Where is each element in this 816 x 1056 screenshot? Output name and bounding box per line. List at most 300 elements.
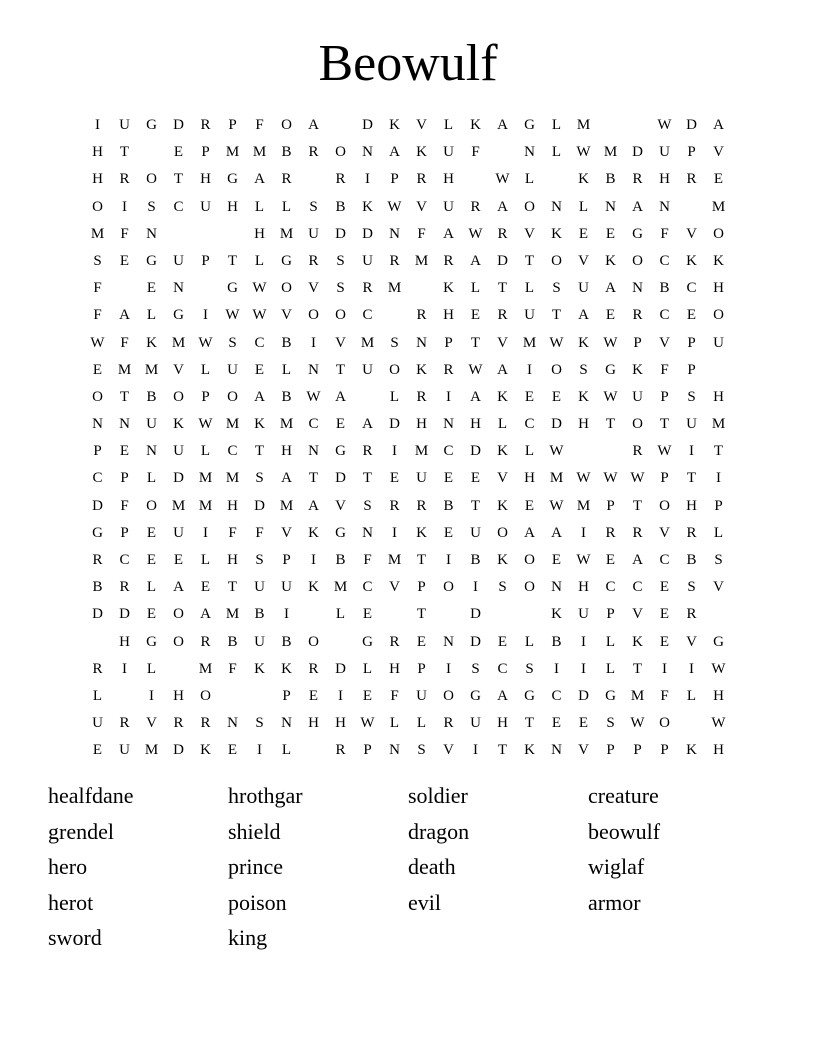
- grid-cell: B: [227, 633, 238, 650]
- grid-cell: N: [362, 144, 373, 161]
- grid-cell: K: [200, 742, 211, 759]
- grid-cell: K: [632, 633, 643, 650]
- grid-cell: R: [200, 633, 211, 650]
- grid-cell: A: [551, 524, 562, 541]
- grid-cell: G: [470, 687, 481, 704]
- grid-cell: O: [497, 524, 508, 541]
- grid-cell: V: [578, 742, 589, 759]
- grid-cell: D: [389, 416, 400, 433]
- grid-cell: H: [335, 715, 346, 732]
- grid-cell: E: [551, 388, 562, 405]
- grid-cell: D: [632, 144, 643, 161]
- grid-cell: [597, 114, 624, 141]
- grid-cell: K: [254, 660, 265, 677]
- grid-cell: C: [497, 660, 508, 677]
- grid-cell: R: [605, 524, 616, 541]
- grid-cell: L: [497, 416, 508, 433]
- grid-cell: V: [659, 334, 670, 351]
- grid-cell: R: [389, 252, 400, 269]
- grid-cell: O: [92, 388, 103, 405]
- grid-cell: T: [227, 579, 238, 596]
- grid-cell: P: [201, 388, 210, 405]
- grid-cell: T: [308, 470, 319, 487]
- grid-cell: E: [470, 307, 481, 324]
- grid-cell: V: [335, 497, 346, 514]
- grid-cell: H: [227, 552, 238, 568]
- grid-cell: E: [362, 687, 373, 704]
- grid-cell: B: [551, 633, 562, 650]
- grid-cell: K: [146, 334, 157, 351]
- grid-cell: R: [686, 171, 697, 188]
- grid-cell: P: [633, 742, 642, 759]
- grid-cell: H: [713, 280, 724, 297]
- grid-cell: B: [254, 606, 265, 623]
- grid-cell: U: [173, 443, 184, 460]
- grid-cell: [462, 168, 489, 195]
- page-title: Beowulf: [318, 35, 498, 92]
- grid-cell: S: [336, 252, 345, 269]
- grid-cell: E: [443, 524, 454, 541]
- grid-cell: H: [92, 144, 103, 161]
- grid-cell: O: [524, 198, 535, 215]
- grid-cell: R: [632, 524, 643, 541]
- grid-cell: M: [576, 497, 591, 514]
- grid-cell: E: [578, 225, 589, 242]
- grid-cell: G: [146, 117, 157, 133]
- grid-cell: [165, 658, 192, 685]
- word-list-item: king: [228, 925, 268, 951]
- grid-cell: B: [335, 198, 346, 215]
- grid-cell: T: [416, 606, 427, 623]
- grid-cell: [489, 603, 516, 630]
- grid-cell: M: [225, 144, 240, 161]
- grid-cell: R: [416, 497, 427, 514]
- grid-cell: T: [605, 416, 616, 433]
- grid-cell: R: [173, 715, 184, 732]
- grid-cell: O: [335, 307, 346, 324]
- grid-cell: L: [470, 280, 481, 297]
- grid-cell: O: [443, 687, 454, 704]
- grid-cell: L: [605, 633, 616, 650]
- grid-cell: K: [578, 334, 589, 351]
- grid-cell: H: [389, 660, 400, 677]
- grid-cell: [597, 440, 624, 467]
- word-list-item: evil: [408, 889, 441, 915]
- word-list: [48, 780, 768, 958]
- grid-cell: U: [119, 742, 130, 759]
- grid-cell: K: [416, 361, 427, 378]
- grid-cell: O: [173, 388, 184, 405]
- grid-cell: O: [524, 579, 535, 596]
- grid-cell: K: [281, 660, 292, 677]
- grid-cell: C: [659, 252, 670, 269]
- grid-cell: O: [281, 117, 292, 133]
- grid-cell: M: [252, 144, 267, 161]
- grid-cell: R: [632, 307, 643, 324]
- grid-cell: L: [146, 470, 157, 487]
- grid-cell: P: [120, 470, 129, 487]
- grid-cell: S: [498, 579, 507, 596]
- grid-cell: D: [335, 470, 346, 487]
- grid-cell: I: [527, 361, 532, 378]
- grid-cell: P: [120, 524, 129, 541]
- grid-cell: F: [255, 117, 264, 133]
- word-list-item: armor: [588, 889, 641, 915]
- grid-cell: I: [203, 524, 208, 541]
- grid-cell: V: [173, 361, 184, 378]
- grid-cell: L: [416, 715, 427, 732]
- grid-cell: V: [416, 117, 427, 133]
- grid-cell: V: [659, 524, 670, 541]
- grid-cell: I: [446, 660, 451, 677]
- grid-cell: I: [689, 660, 694, 677]
- grid-cell: U: [254, 633, 265, 650]
- grid-cell: M: [225, 416, 240, 433]
- grid-cell: O: [713, 225, 724, 242]
- grid-cell: U: [443, 198, 454, 215]
- grid-cell: O: [335, 144, 346, 161]
- word-list-item: herot: [48, 889, 94, 915]
- grid-cell: G: [524, 687, 535, 704]
- grid-cell: K: [524, 742, 535, 759]
- grid-cell: E: [713, 171, 724, 188]
- grid-cell: O: [389, 361, 400, 378]
- grid-cell: H: [578, 579, 589, 596]
- grid-cell: A: [713, 117, 724, 133]
- grid-cell: L: [524, 280, 535, 297]
- grid-cell: O: [659, 715, 670, 732]
- grid-cell: E: [146, 524, 157, 541]
- grid-cell: N: [605, 198, 616, 215]
- grid-cell: F: [660, 361, 669, 378]
- grid-cell: N: [443, 633, 454, 650]
- grid-cell: K: [632, 361, 643, 378]
- grid-cell: V: [281, 307, 292, 324]
- grid-cell: I: [311, 552, 316, 568]
- grid-cell: F: [120, 497, 129, 514]
- grid-cell: C: [227, 443, 238, 460]
- grid-cell: F: [93, 307, 102, 324]
- grid-cell: W: [90, 334, 105, 351]
- grid-cell: H: [308, 715, 319, 732]
- grid-cell: O: [632, 416, 643, 433]
- grid-cell: I: [257, 742, 262, 759]
- grid-cell: G: [146, 252, 157, 269]
- grid-cell: M: [225, 470, 240, 487]
- grid-cell: [678, 196, 705, 223]
- grid-cell: L: [254, 198, 265, 215]
- grid-cell: T: [497, 742, 508, 759]
- grid-cell: [489, 141, 516, 168]
- word-list-item: shield: [228, 818, 281, 844]
- grid-cell: S: [336, 280, 345, 297]
- grid-cell: V: [443, 742, 454, 759]
- grid-cell: C: [524, 416, 535, 433]
- grid-cell: K: [443, 280, 454, 297]
- grid-cell: A: [254, 388, 265, 405]
- grid-cell: O: [443, 579, 454, 596]
- grid-cell: T: [713, 443, 724, 460]
- grid-cell: E: [551, 715, 562, 732]
- grid-cell: H: [416, 416, 427, 433]
- grid-cell: H: [578, 416, 589, 433]
- grid-cell: P: [660, 388, 669, 405]
- grid-cell: I: [554, 660, 559, 677]
- grid-cell: P: [687, 144, 696, 161]
- grid-cell: V: [578, 252, 589, 269]
- grid-cell: U: [578, 606, 589, 623]
- grid-cell: P: [417, 579, 426, 596]
- grid-cell: A: [470, 252, 481, 269]
- grid-cell: R: [416, 307, 427, 324]
- grid-cell: G: [92, 524, 103, 541]
- grid-cell: S: [471, 660, 480, 677]
- grid-cell: E: [146, 280, 157, 297]
- grid-cell: T: [335, 361, 346, 378]
- grid-cell: O: [308, 633, 319, 650]
- grid-cell: T: [254, 443, 265, 460]
- grid-cell: R: [497, 307, 508, 324]
- grid-cell: N: [632, 280, 643, 297]
- grid-cell: I: [446, 552, 451, 568]
- grid-cell: H: [470, 416, 481, 433]
- grid-cell: U: [281, 579, 292, 596]
- grid-cell: H: [713, 742, 724, 759]
- grid-cell: R: [308, 144, 319, 161]
- grid-cell: W: [711, 715, 726, 732]
- grid-cell: V: [281, 524, 292, 541]
- grid-cell: U: [659, 144, 670, 161]
- grid-cell: O: [551, 361, 562, 378]
- grid-cell: B: [281, 388, 292, 405]
- grid-cell: O: [173, 633, 184, 650]
- grid-cell: F: [660, 687, 669, 704]
- grid-cell: E: [335, 416, 346, 433]
- grid-cell: A: [605, 280, 616, 297]
- grid-cell: W: [360, 715, 375, 732]
- grid-cell: L: [254, 252, 265, 269]
- grid-cell: K: [497, 497, 508, 514]
- grid-cell: L: [146, 307, 157, 324]
- grid-cell: H: [173, 687, 184, 704]
- grid-cell: V: [497, 470, 508, 487]
- grid-cell: W: [468, 225, 483, 242]
- grid-cell: W: [387, 198, 402, 215]
- grid-cell: B: [281, 633, 292, 650]
- grid-cell: M: [360, 334, 375, 351]
- grid-cell: E: [524, 388, 535, 405]
- grid-cell: R: [92, 552, 103, 568]
- grid-cell: I: [473, 742, 478, 759]
- grid-cell: T: [632, 497, 643, 514]
- grid-cell: E: [551, 552, 562, 568]
- grid-cell: K: [551, 606, 562, 623]
- grid-cell: E: [659, 579, 670, 596]
- grid-cell: I: [122, 660, 127, 677]
- grid-cell: S: [255, 470, 264, 487]
- grid-cell: T: [659, 416, 670, 433]
- grid-cell: [246, 685, 273, 712]
- grid-cell: U: [200, 198, 211, 215]
- grid-cell: G: [173, 307, 184, 324]
- grid-cell: I: [95, 117, 100, 133]
- grid-cell: G: [605, 361, 616, 378]
- grid-cell: S: [606, 715, 615, 732]
- grid-cell: N: [227, 715, 238, 732]
- grid-cell: A: [632, 552, 643, 568]
- grid-cell: C: [551, 687, 562, 704]
- grid-cell: I: [311, 334, 316, 351]
- grid-cell: M: [144, 742, 159, 759]
- grid-cell: I: [122, 198, 127, 215]
- word-list-item: grendel: [48, 818, 114, 844]
- grid-cell: I: [689, 443, 694, 460]
- grid-cell: L: [92, 687, 103, 704]
- grid-cell: N: [389, 742, 400, 759]
- grid-cell: [705, 603, 732, 630]
- word-list-item: hero: [48, 854, 88, 880]
- grid-cell: S: [147, 198, 156, 215]
- grid-cell: F: [471, 144, 480, 161]
- grid-cell: G: [632, 225, 643, 242]
- grid-cell: W: [198, 416, 213, 433]
- grid-cell: W: [198, 334, 213, 351]
- word-list-item: beowulf: [588, 818, 661, 844]
- word-list-item: dragon: [408, 818, 470, 844]
- grid-cell: N: [551, 742, 562, 759]
- grid-cell: N: [308, 443, 319, 460]
- grid-cell: N: [173, 280, 184, 297]
- grid-cell: R: [362, 443, 373, 460]
- grid-cell: R: [416, 388, 427, 405]
- grid-cell: E: [389, 470, 400, 487]
- grid-cell: I: [716, 470, 721, 487]
- grid-cell: B: [92, 579, 103, 596]
- word-list-item: prince: [228, 854, 283, 880]
- grid-cell: M: [117, 361, 132, 378]
- grid-cell: A: [524, 524, 535, 541]
- grid-cell: U: [470, 524, 481, 541]
- grid-cell: P: [390, 171, 399, 188]
- grid-cell: N: [362, 524, 373, 541]
- grid-cell: [327, 631, 354, 658]
- grid-cell: W: [657, 117, 672, 133]
- grid-cell: M: [198, 660, 213, 677]
- grid-cell: R: [686, 524, 697, 541]
- grid-cell: U: [470, 715, 481, 732]
- grid-cell: A: [362, 416, 373, 433]
- grid-cell: H: [659, 171, 670, 188]
- grid-cell: N: [92, 416, 103, 433]
- grid-cell: K: [254, 416, 265, 433]
- grid-cell: I: [392, 524, 397, 541]
- grid-cell: L: [335, 606, 346, 623]
- grid-cell: G: [713, 633, 724, 650]
- grid-cell: T: [524, 252, 535, 269]
- grid-cell: R: [632, 171, 643, 188]
- grid-cell: U: [308, 225, 319, 242]
- grid-cell: R: [308, 660, 319, 677]
- grid-cell: H: [713, 687, 724, 704]
- grid-cell: P: [660, 470, 669, 487]
- grid-cell: N: [416, 334, 427, 351]
- grid-cell: R: [281, 171, 292, 188]
- grid-cell: T: [119, 388, 130, 405]
- grid-cell: W: [711, 660, 726, 677]
- grid-cell: P: [282, 552, 291, 568]
- grid-cell: S: [255, 715, 264, 732]
- grid-cell: F: [417, 225, 426, 242]
- grid-cell: R: [335, 742, 346, 759]
- grid-cell: C: [605, 579, 616, 596]
- grid-cell: W: [657, 443, 672, 460]
- grid-cell: B: [335, 552, 346, 568]
- grid-cell: D: [497, 252, 508, 269]
- grid-cell: R: [389, 633, 400, 650]
- grid-cell: E: [578, 715, 589, 732]
- grid-cell: R: [200, 715, 211, 732]
- grid-cell: [138, 141, 165, 168]
- grid-cell: K: [605, 252, 616, 269]
- grid-cell: L: [389, 388, 400, 405]
- grid-cell: [354, 386, 381, 413]
- grid-cell: R: [443, 252, 454, 269]
- grid-cell: G: [335, 443, 346, 460]
- grid-cell: [111, 277, 138, 304]
- grid-cell: T: [551, 307, 562, 324]
- grid-cell: R: [443, 361, 454, 378]
- grid-cell: W: [306, 388, 321, 405]
- grid-cell: I: [284, 606, 289, 623]
- grid-cell: W: [468, 361, 483, 378]
- word-list-item: hrothgar: [228, 783, 303, 808]
- grid-cell: E: [605, 225, 616, 242]
- grid-cell: I: [149, 687, 154, 704]
- grid-cell: W: [252, 280, 267, 297]
- grid-cell: E: [686, 307, 697, 324]
- grid-cell: R: [119, 171, 130, 188]
- grid-cell: E: [92, 742, 103, 759]
- grid-cell: K: [308, 579, 319, 596]
- grid-cell: R: [119, 579, 130, 596]
- grid-cell: O: [551, 252, 562, 269]
- grid-cell: F: [93, 280, 102, 297]
- grid-cell: S: [417, 742, 426, 759]
- grid-cell: A: [470, 388, 481, 405]
- grid-cell: G: [146, 633, 157, 650]
- grid-cell: R: [308, 252, 319, 269]
- grid-cell: [219, 223, 246, 250]
- grid-cell: W: [549, 334, 564, 351]
- grid-cell: U: [362, 252, 373, 269]
- grid-cell: A: [308, 117, 319, 133]
- grid-cell: L: [524, 171, 535, 188]
- grid-cell: P: [660, 742, 669, 759]
- grid-cell: [516, 603, 543, 630]
- grid-cell: D: [173, 117, 184, 133]
- grid-cell: U: [578, 280, 589, 297]
- grid-cell: W: [576, 144, 591, 161]
- grid-cell: U: [362, 361, 373, 378]
- letter-grid: [84, 114, 732, 767]
- grid-cell: H: [497, 715, 508, 732]
- grid-cell: A: [389, 144, 400, 161]
- grid-cell: U: [146, 416, 157, 433]
- grid-cell: B: [470, 552, 481, 568]
- word-list-item: poison: [228, 889, 287, 915]
- grid-cell: F: [228, 660, 237, 677]
- grid-cell: A: [254, 171, 265, 188]
